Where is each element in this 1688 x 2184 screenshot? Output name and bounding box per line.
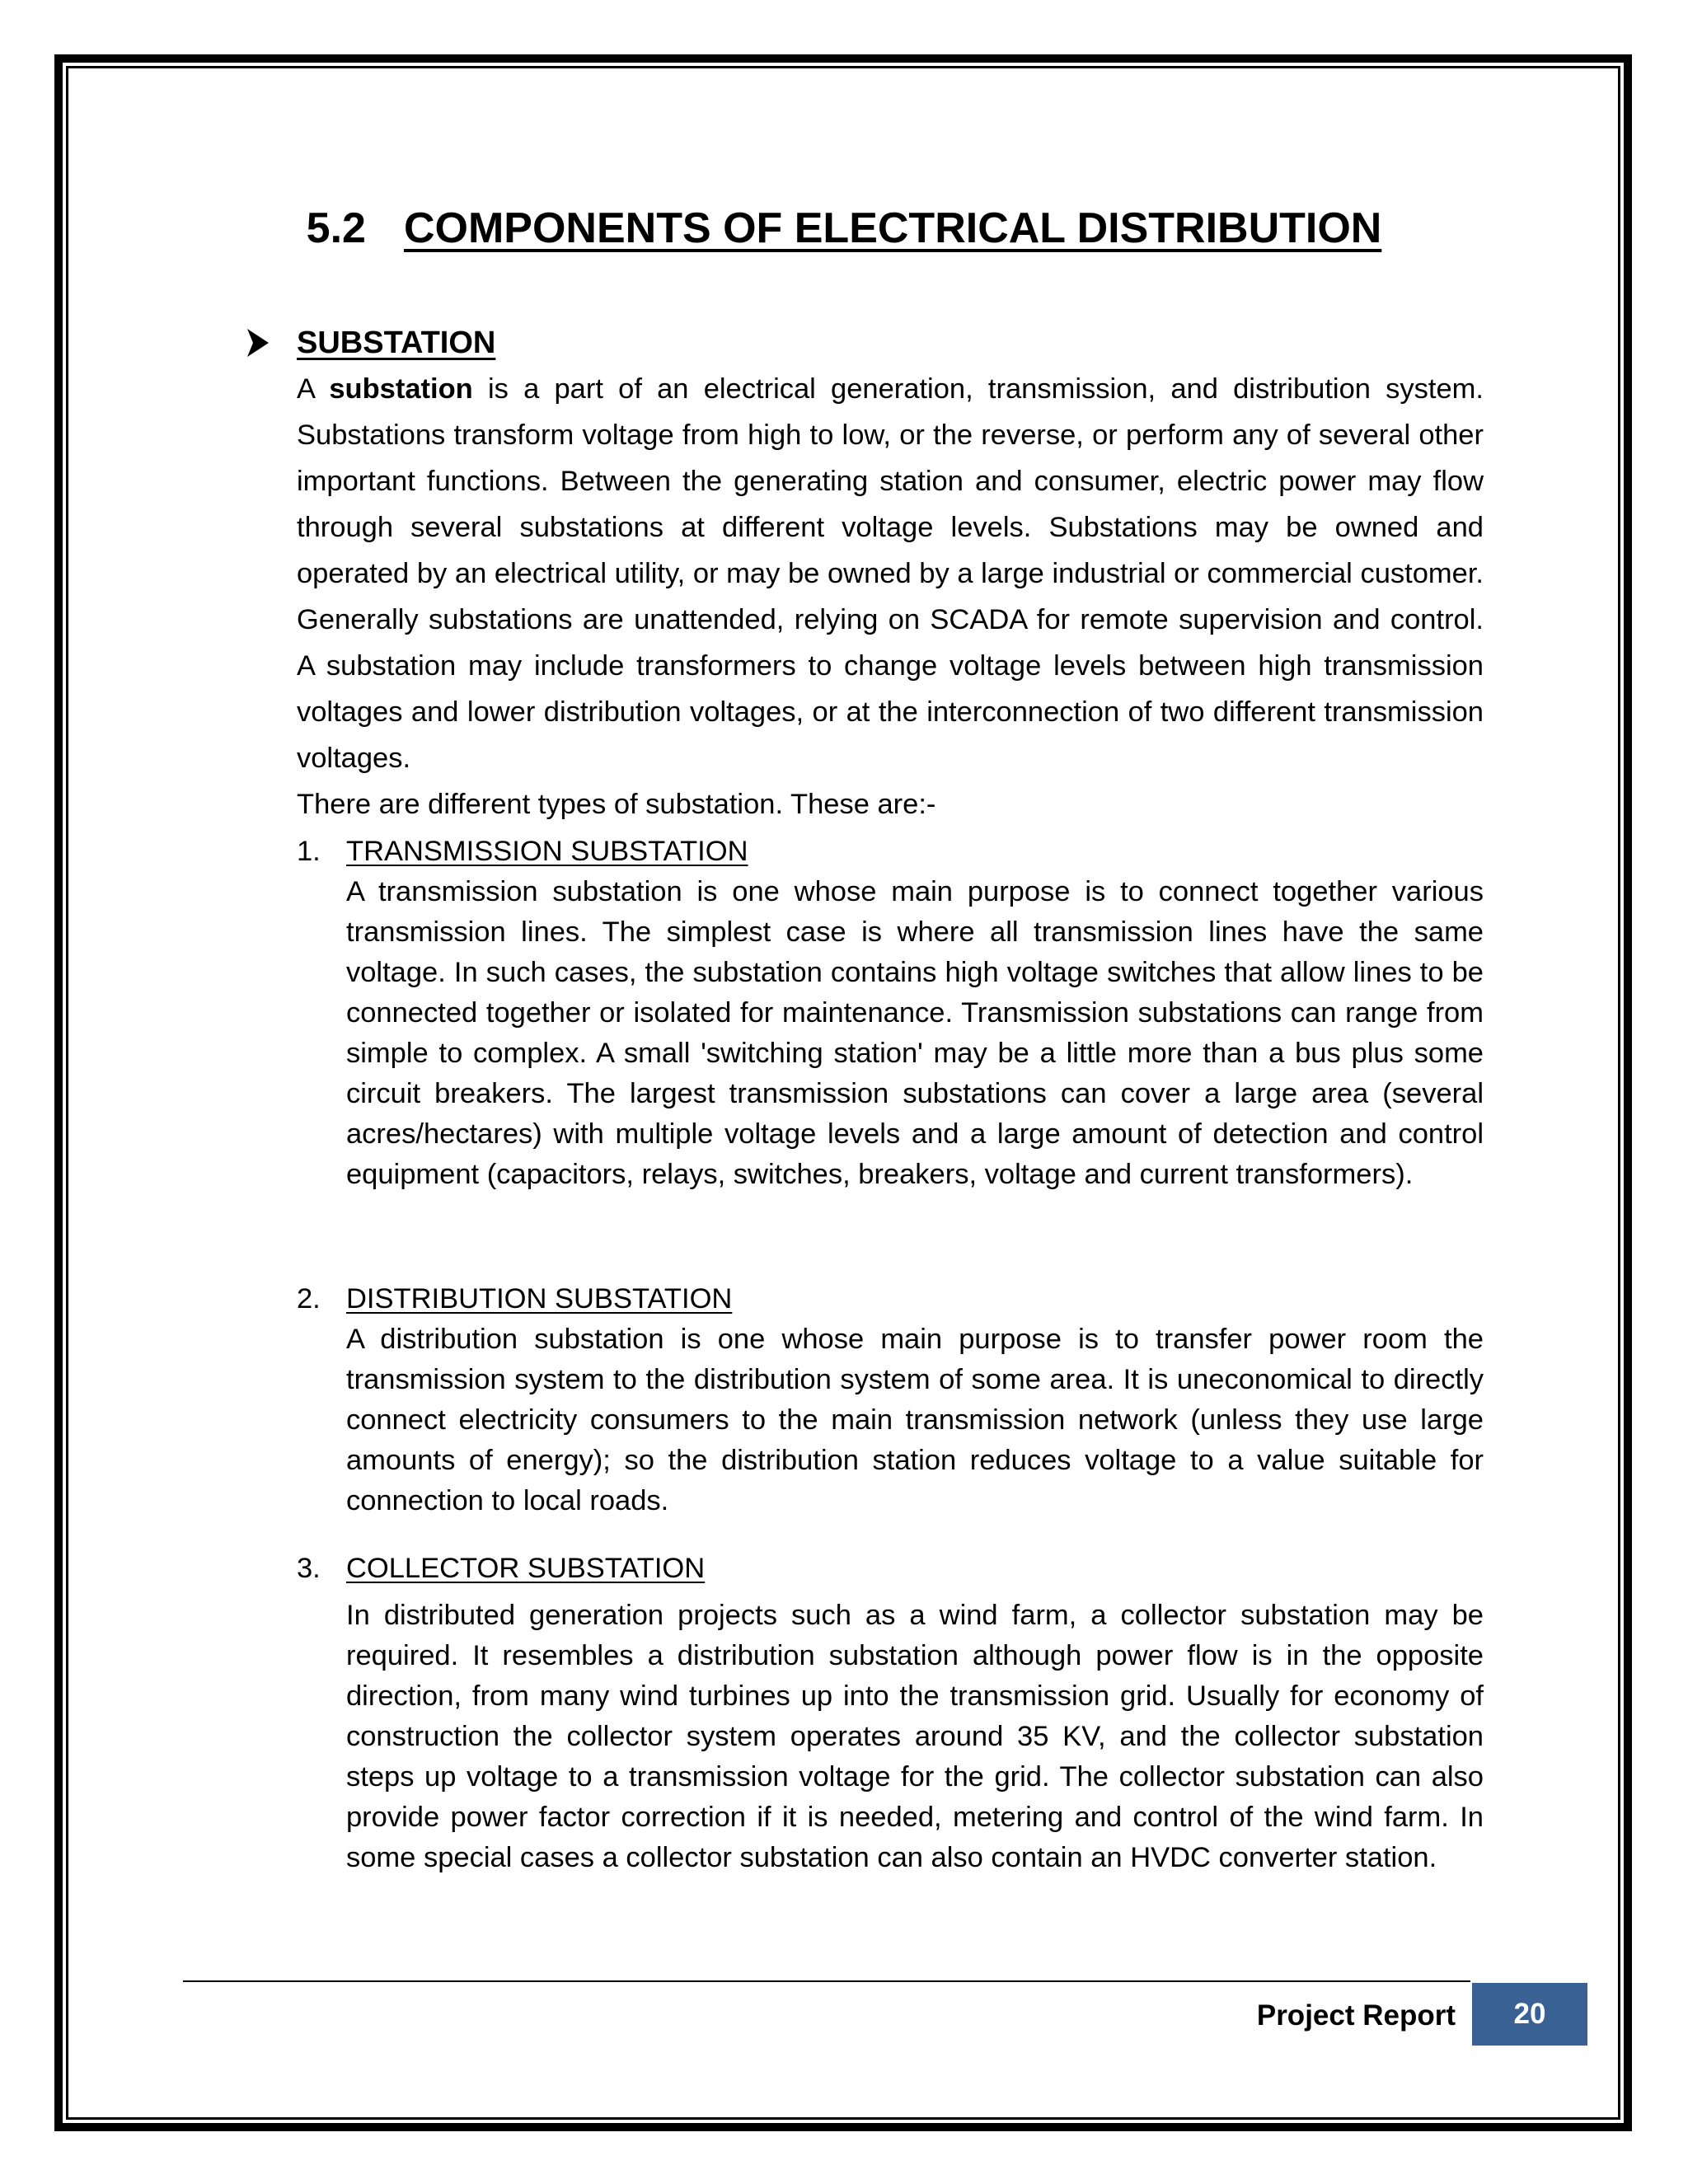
list-item-heading <box>297 831 1484 872</box>
section-title: COMPONENTS OF ELECTRICAL DISTRIBUTION <box>403 204 1382 252</box>
list-item-transmission <box>297 831 1484 1195</box>
list-item-number: 1. <box>297 836 321 867</box>
intro-bold-term: substation <box>329 373 473 405</box>
section-number: 5.2 <box>306 204 366 252</box>
list-item-body: A transmission substation is one whose main purpose is to connect together various transmission lines. The simplest case is where all transmission lines have the same voltage. In such cases, the substation contains high voltage switches that allow lines to be connected together or isolated for maintenance. Transmission substations can range from simple to complex. A small 'switching station' may be a little more than a bus plus some circuit breakers. The largest transmission substations can cover a large area (several acres/hectares) with multiple voltage levels and a large amount of detection and control equipment (capacitors, relays, switches, breakers, voltage and current transformers). <box>346 876 1484 1190</box>
list-item-heading <box>297 1278 1484 1319</box>
list-item-heading <box>297 1548 1484 1596</box>
intro-paragraph <box>297 366 1484 781</box>
intro-lead: A <box>297 373 330 405</box>
list-item-body: In distributed generation projects such as a wind farm, a collector substation may be required. It resembles a distribution substation although power flow is in the opposite direction, from many wind turbines up into the transmission grid. Usually for economy of construction the collector system operates around 35 KV, and the collector substation steps up voltage to a transmission voltage for the grid. The collector substation can also provide power factor correction if it is needed, metering and control of the wind farm. In some special cases a collector substation can also contain an HVDC converter station. <box>346 1600 1484 1873</box>
types-intro-line: There are different types of substation. These are:- <box>297 789 936 820</box>
footer-label: Project Report <box>1256 1999 1456 2032</box>
list-item-title: DISTRIBUTION SUBSTATION <box>346 1283 733 1315</box>
list-item-number: 2. <box>297 1283 321 1315</box>
substation-section <box>247 320 1484 827</box>
list-item-number: 3. <box>297 1553 321 1584</box>
list-item-distribution <box>297 1278 1484 1521</box>
arrow-bullet-icon <box>247 329 269 357</box>
section-heading-label: SUBSTATION <box>297 325 496 360</box>
page-number-badge: 20 <box>1472 1983 1587 2046</box>
list-item-title: TRANSMISSION SUBSTATION <box>346 836 748 867</box>
page-title <box>0 201 1688 255</box>
intro-rest: is a part of an electrical generation, transmission, and distribution system. Substations transform voltage from high to low, or the reverse, or perform any of several other important functions. Between the generating station and consumer, electric power may flow through several substations at different voltage levels. Substations may be owned and operated by an electrical utility, or may be owned by a large industrial or commercial customer. Generally substations are unattended, relying on SCADA for remote supervision and control. A substation may include transformers to change voltage levels between high transmission voltages and lower distribution voltages, or at the interconnection of two different transmission voltages. <box>297 373 1484 774</box>
list-item-collector <box>297 1548 1484 1878</box>
list-item-body: A distribution substation is one whose main purpose is to transfer power room the transmission system to the distribution system of some area. It is uneconomical to directly connect electricity consumers to the main transmission network (unless they use large amounts of energy); so the distribution station reduces voltage to a value suitable for connection to local roads. <box>346 1324 1484 1516</box>
section-heading <box>247 320 1484 366</box>
list-item-title: COLLECTOR SUBSTATION <box>346 1553 706 1584</box>
footer-divider <box>183 1980 1470 1982</box>
